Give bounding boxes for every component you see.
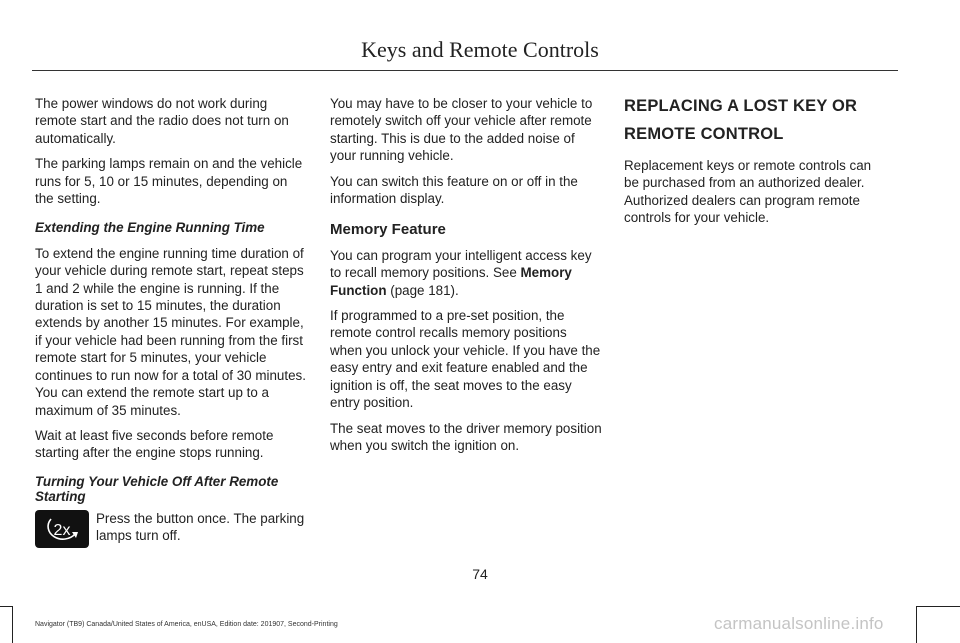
heading-memory-feature: Memory Feature bbox=[330, 221, 446, 239]
subheading-extending-engine-time: Extending the Engine Running Time bbox=[35, 220, 265, 236]
header-divider bbox=[32, 70, 898, 71]
page-reference: (page 181). bbox=[386, 282, 459, 298]
paragraph-replacement-keys: Replacement keys or remote controls can be purchased from an authorized dealer. Authorized dealers can program remote controls for your vehicle. bbox=[624, 158, 872, 226]
heading-line-2: REMOTE CONTROL bbox=[624, 125, 784, 143]
column-left bbox=[35, 95, 307, 548]
press-twice-icon-label: 2x bbox=[53, 521, 71, 539]
press-twice-icon-graphic bbox=[35, 510, 89, 548]
edition-footer: Navigator (TB9) Canada/United States of America, enUSA, Edition date: 201907, Second-Printing bbox=[35, 621, 338, 628]
paragraph-program-key bbox=[330, 247, 602, 299]
crop-mark-left-horizontal bbox=[0, 606, 12, 607]
memory-function-link[interactable]: Memory Function bbox=[330, 265, 572, 298]
paragraph-switch-feature: You can switch this feature on or off in the information display. bbox=[330, 173, 578, 207]
paragraph-preset-position: If programmed to a pre-set position, the remote control recalls memory positions when you unlock your vehicle. If you have the easy entry and exit feature enabled and the ignition is off, the seat moves to the easy entry position. bbox=[330, 308, 601, 411]
crop-mark-right-vertical bbox=[916, 606, 917, 643]
subheading-turning-vehicle-off: Turning Your Vehicle Off After Remote Starting bbox=[35, 473, 279, 504]
paragraph-power-windows: The power windows do not work during remote start and the radio does not turn on automatically. bbox=[35, 96, 289, 146]
page-header-title: Keys and Remote Controls bbox=[361, 37, 599, 62]
paragraph-wait-five-seconds: Wait at least five seconds before remote starting after the engine stops running. bbox=[35, 427, 274, 461]
heading-line-1: REPLACING A LOST KEY OR bbox=[624, 97, 858, 115]
paragraph-parking-lamps: The parking lamps remain on and the vehicle runs for 5, 10 or 15 minutes, depending on the setting. bbox=[35, 156, 303, 207]
paragraph-seat-moves: The seat moves to the driver memory position when you switch the ignition on. bbox=[330, 420, 602, 453]
heading-replacing-lost-key bbox=[624, 95, 886, 145]
paragraph-press-button-once: Press the button once. The parking lamps turn off. bbox=[96, 510, 305, 544]
press-button-row bbox=[35, 510, 307, 548]
column-right bbox=[624, 95, 886, 235]
paragraph-extend-duration: To extend the engine running time duration of your vehicle during remote start, repeat steps 1 and 2 while the engine is running. If the duration is set to 15 minutes, the duration extends by another 15 minutes. For example, if your vehicle had been running from the first remote start for 5 minutes, your vehicle continues to run now for a total of 30 minutes. You can extend the remote start up to a maximum of 35 minutes. bbox=[35, 245, 306, 418]
page-number: 74 bbox=[472, 566, 488, 582]
column-middle bbox=[330, 95, 602, 462]
program-key-text: You can program your intelligent access key to recall memory positions. See bbox=[330, 247, 592, 281]
crop-mark-left-vertical bbox=[12, 606, 13, 643]
press-twice-icon bbox=[35, 510, 89, 548]
watermark-text: carmanualsonline.info bbox=[714, 614, 884, 633]
crop-mark-right-horizontal bbox=[916, 606, 960, 607]
paragraph-closer-to-vehicle: You may have to be closer to your vehicle to remotely switch off your vehicle after remote starting. This is due to the added noise of your running vehicle. bbox=[330, 96, 593, 164]
